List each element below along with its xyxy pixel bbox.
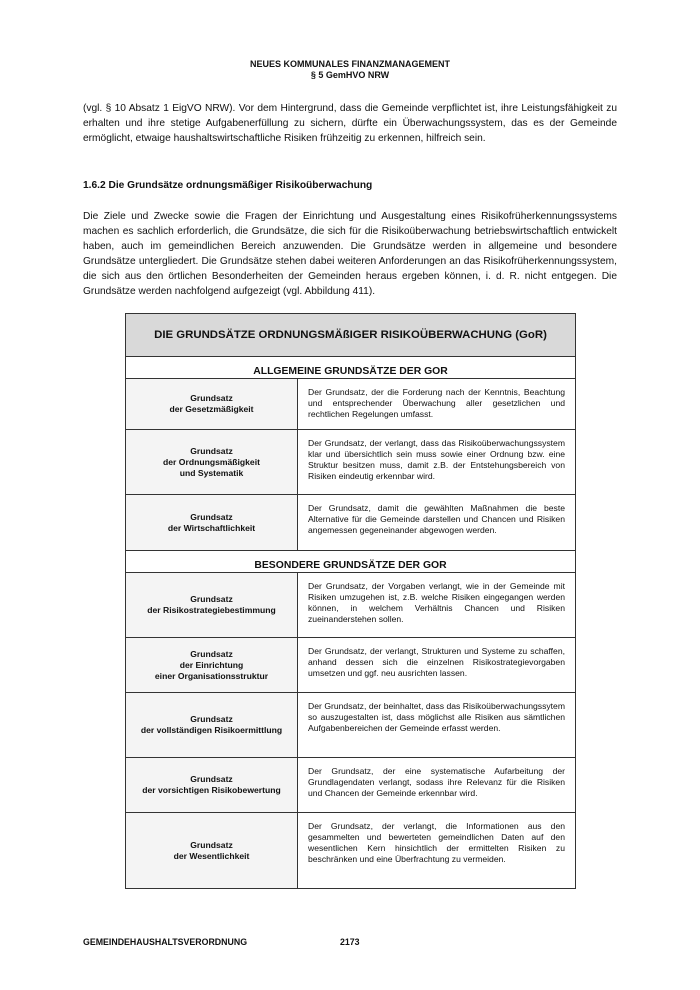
principle-description: Der Grundsatz, der verlangt, Strukturen und Systeme zu schaffen, anhand dessen sich die einzelnen Risikostrategievorgaben umsetzen und ggf. neu ausrichten lassen. (308, 646, 565, 678)
section-heading: 1.6.2 Die Grundsätze ordnungsmäßiger Risikoüberwachung (83, 180, 373, 191)
table-row (126, 430, 575, 495)
principle-name: Grundsatz der Risikostrategiebestimmung (126, 573, 298, 637)
table-row (126, 813, 575, 888)
principle-description: Der Grundsatz, der verlangt, dass das Risikoüberwachungssystem klar und übersichtlich sein muss sowie einer Ordnung bzw. eine Struktur besitzen muss, damit z.B. der Entstehungsbereich von Risiken eindeutig erkennbar wird. (308, 438, 565, 481)
principle-name: Grundsatz der Wesentlichkeit (126, 813, 298, 888)
table-row (126, 573, 575, 638)
principle-name: Grundsatz der Ordnungsmäßigkeit und Systematik (126, 430, 298, 494)
page-header (0, 59, 700, 81)
header-subtitle: § 5 GemHVO NRW (310, 70, 390, 80)
principle-name: Grundsatz der Einrichtung einer Organisationsstruktur (126, 638, 298, 692)
principle-name: Grundsatz der Gesetzmäßigkeit (126, 379, 298, 429)
header-title: NEUES KOMMUNALES FINANZMANAGEMENT (250, 59, 450, 69)
principle-description: Der Grundsatz, der Vorgaben verlangt, wie in der Gemeinde mit Risiken umzugehen ist, z.B. welche Risiken eingegangen werden können, in welchem Verhältnis Chancen und Risiken zueinanderstehen sollen. (308, 581, 565, 624)
principle-description: Der Grundsatz, damit die gewählten Maßnahmen die beste Alternative für die Gemeinde darstellen und Chancen und Risiken angemessen gegeneinander abgewogen werden. (308, 503, 565, 535)
page-number: 2173 (340, 937, 360, 947)
intro-paragraph: (vgl. § 10 Absatz 1 EigVO NRW). Vor dem Hintergrund, dass die Gemeinde verpflichtet ist, ihre Leistungsfähigkeit zu erhalten und ihre stetige Aufgabenerfüllung zu sichern, dürfte ein Überwachungssystem, das es der Gemeinde ermöglicht, etwaige haushaltswirtschaftliche Risiken frühzeitig zu erkennen, hilfreich sein. (83, 103, 617, 144)
principle-name: Grundsatz der vorsichtigen Risikobewertung (126, 758, 298, 812)
table-row (126, 693, 575, 758)
general-principles-heading: ALLGEMEINE GRUNDSÄTZE DER GOR (126, 357, 575, 379)
footer-label: GEMEINDEHAUSHALTSVERORDNUNG (83, 937, 248, 947)
body-paragraph: Die Ziele und Zwecke sowie die Fragen der Einrichtung und Ausgestaltung eines Risikofrüherkennungssystems machen es sachlich erforderlich, die Grundsätze, die sich für die Risikoüberwachung betriebswirtschaftlich entwickelt haben, auch im gemeindlichen Bereich anzuwenden. Die Grundsätze werden in allgemeine und besondere Grundsätze untergliedert. Die Grundsätze stehen dabei weiteren Anforderungen an das Risikofrüherkennungssystem, die sich aus den örtlichen Besonderheiten der Gemeinden heraus ergeben können, i. d. R. nicht entgegen. Die Grundsätze werden nachfolgend aufgezeigt (vgl. Abbildung 411). (83, 211, 617, 297)
principles-table (125, 313, 576, 889)
principle-description: Der Grundsatz, der eine systematische Aufarbeitung der Grundlagendaten verlangt, sodass ihre Relevanz für die Risiken und Chancen der Gemeinde erkennbar wird. (308, 766, 565, 798)
table-row (126, 379, 575, 430)
principle-name: Grundsatz der vollständigen Risikoermittlung (126, 693, 298, 757)
principle-name: Grundsatz der Wirtschaftlichkeit (126, 495, 298, 550)
principle-description: Der Grundsatz, der die Forderung nach der Kenntnis, Beachtung und entsprechender Überwachung aller gesetzlichen und rechtlichen Regelungen umfasst. (308, 387, 565, 419)
table-row (126, 638, 575, 693)
principle-description: Der Grundsatz, der beinhaltet, dass das Risikoüberwachungssytem so auszugestalten ist, dass möglichst alle Risiken aus sämtlichen Aufgabenbereichen der Gemeinde erfasst werden. (308, 701, 565, 733)
table-row (126, 495, 575, 551)
principle-description: Der Grundsatz, der verlangt, die Informationen aus den gesammelten und bewerteten gemeindlichen Daten auf den wesentlichen Kern hinsichtlich der ermittelten Risiken zu beschränken und eine Überfrachtung zu vermeiden. (308, 821, 565, 864)
special-principles-heading: BESONDERE GRUNDSÄTZE DER GOR (126, 551, 575, 573)
table-row (126, 758, 575, 813)
table-title: DIE GRUNDSÄTZE ORDNUNGSMÄßIGER RISIKOÜBERWACHUNG (GoR) (126, 314, 575, 357)
